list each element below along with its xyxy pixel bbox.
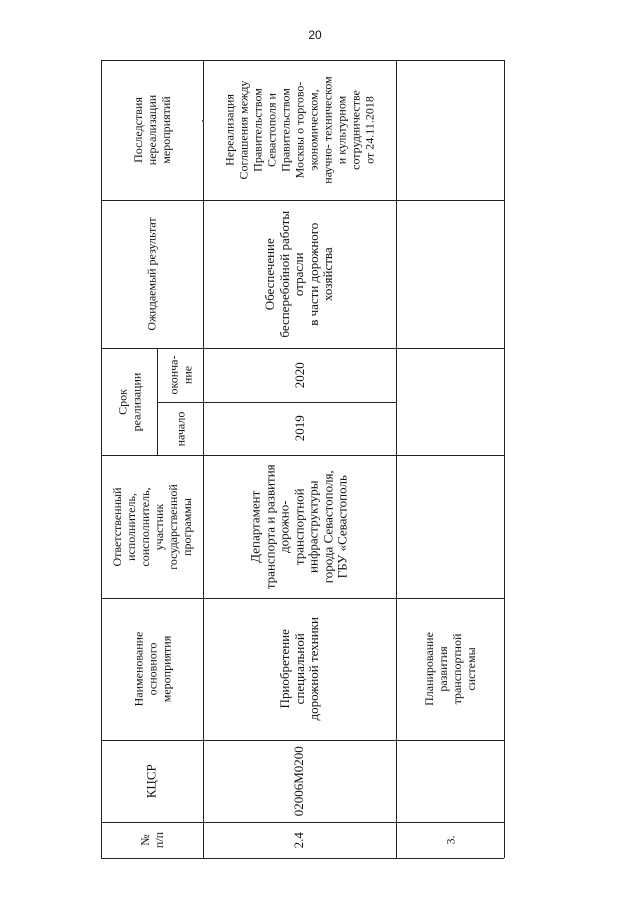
header-start: начало [172,411,187,446]
header-responsible: Ответственный исполнитель, соисполнитель, участник государственной программы [110,483,194,570]
header-responsible-cell [101,455,203,598]
header-result-cell [101,200,203,348]
row-3-name: Планирование развития транспортной системы [421,632,478,706]
row-3-num: 3. [443,835,457,845]
table-line [504,60,505,858]
row-2-4-responsible-cell [203,455,396,598]
header-kcsr: КЦСР [143,764,159,798]
row-2-4-consequences-cell [203,60,396,200]
row-2-4-result: Обеспечение бесперебойной работы отрасли в части дорожного хозяйства [262,210,336,338]
row-3-name-cell [396,598,504,740]
header-end-cell [157,348,203,402]
table-line [101,858,504,859]
header-num: № п/п [138,831,166,849]
header-consequences-cell [101,60,203,200]
header-term-cell [101,348,157,455]
row-2-4-end: 2020 [291,362,307,388]
row-2-4-kcsr-cell [203,740,396,822]
row-2-4-result-cell [203,200,396,348]
row-2-4-kcsr: 02006M0200 [291,745,307,817]
row-3-num-cell [396,822,504,858]
header-term: Срок реализации [115,372,143,431]
header-result: Ожидаемый результат [145,217,159,331]
header-end: оконча- ние [166,355,194,395]
row-2-4-start: 2019 [291,415,307,442]
header-start-cell [157,402,203,455]
row-2-4-responsible: Департамент транспорта и развития дорожно- транспортной инфраструктуры города Севастополя, ГБУ «Севастополь [247,464,350,589]
row-2-4-start-cell [203,402,396,455]
header-kcsr-cell [101,740,203,822]
row-2-4-num: 2.4 [291,831,307,849]
header-name: Наименование основного мероприятия [130,631,173,707]
row-2-4-consequences: Нереализация Соглашения между Правительством Севастополя и Правительством Москвы о торгово- экономическом, научно- техническом и культурном сотрудничестве от 24.11.2018 [222,76,377,184]
row-2-4-num-cell [203,822,396,858]
row-2-4-name: Приобретение специальной дорожной техники [276,617,321,721]
header-consequences: Последствия нереализации мероприятий [131,94,173,166]
row-2-4-end-cell [203,348,396,402]
header-num-cell [101,822,203,858]
row-2-4-name-cell [203,598,396,740]
header-name-cell [101,598,203,740]
page-number: 20 [308,28,322,42]
